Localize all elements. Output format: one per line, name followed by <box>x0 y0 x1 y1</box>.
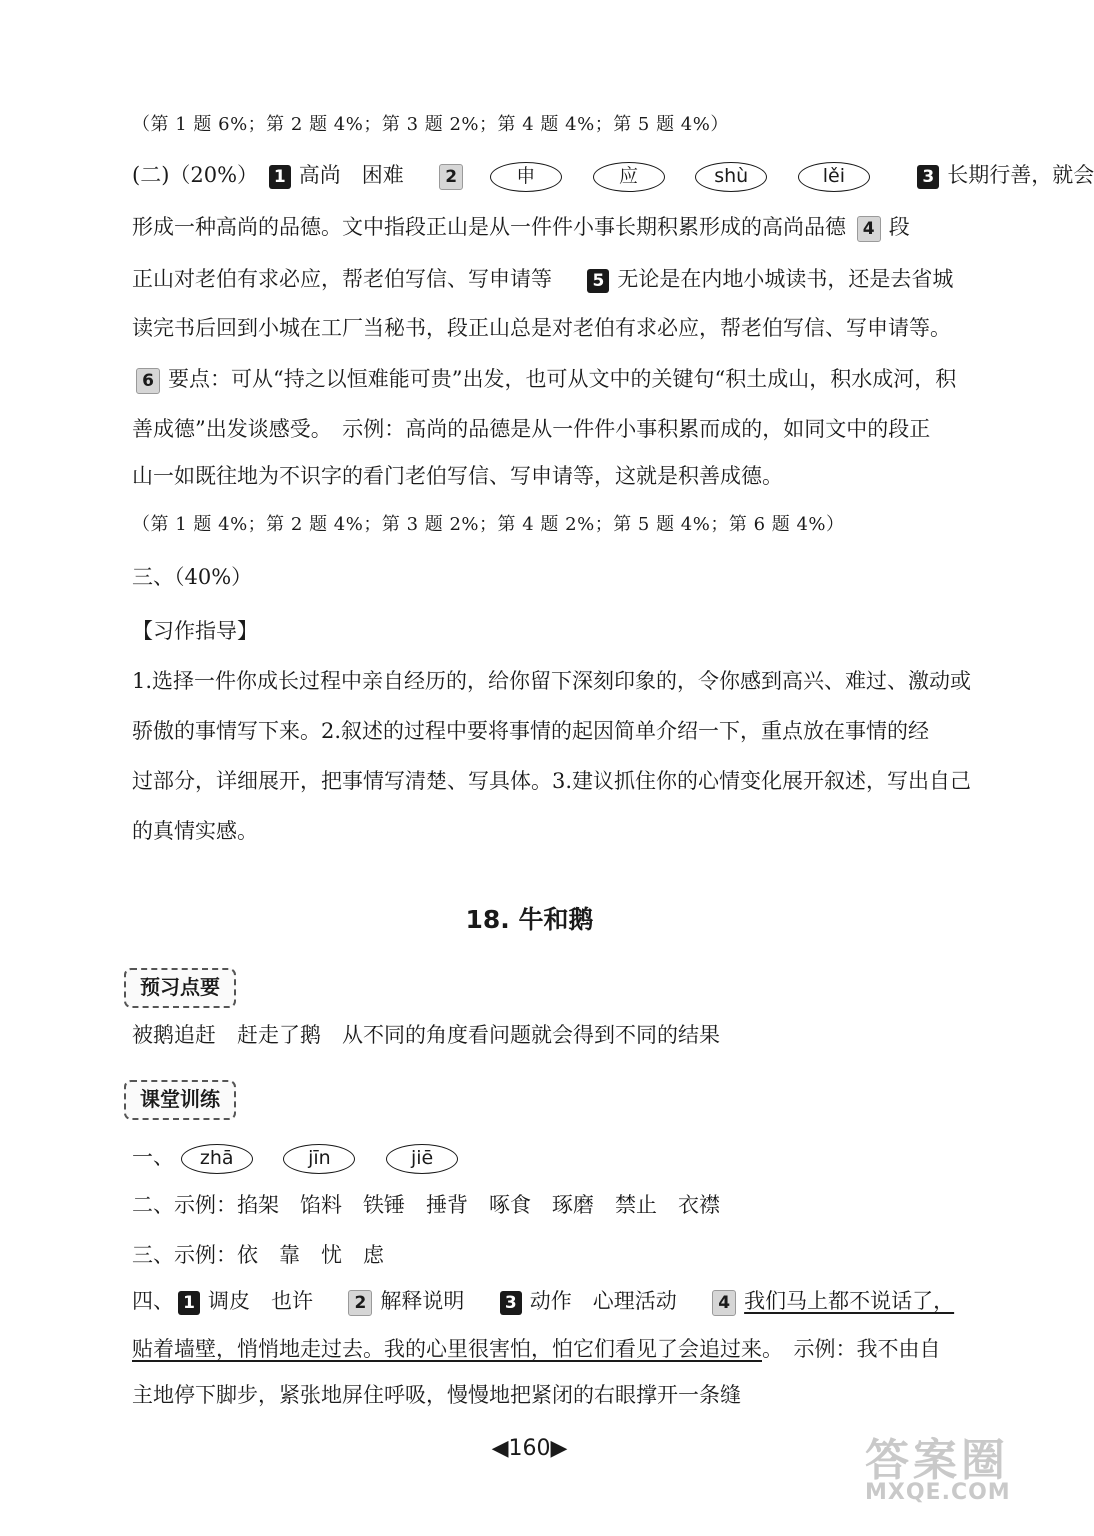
guide-line: 过部分，详细展开，把事情写清楚、写具体。3.建议抓住你的心情变化展开叙述，写出自己 <box>132 769 972 793</box>
item4-q2-answer: 解释说明 <box>380 1289 465 1313</box>
preview-section-label: 预习点要 <box>124 968 236 1008</box>
guide-title: 【习作指导】 <box>132 619 258 643</box>
item4-q1-answer: 调皮 也许 <box>208 1289 313 1313</box>
guide-line: 骄傲的事情写下来。2.叙述的过程中要将事情的起因简单介绍一下，重点放在事情的经 <box>132 719 930 743</box>
item3-line: 三、示例：依 靠 忧 虑 <box>132 1243 384 1267</box>
page-number: ◀160▶ <box>491 1436 568 1461</box>
item4-q3-badge: 3 <box>500 1291 522 1315</box>
item4-q4-underlined-text: 我们马上都不说话了， <box>744 1289 955 1313</box>
q3-number-badge: 3 <box>917 165 939 189</box>
part2-header: (二)（20%） <box>132 163 259 187</box>
item1-pinyin-oval: jiē <box>386 1144 458 1174</box>
part2-line-7: 山一如既往地为不识字的看门老伯写信、写申请等，这就是积善成德。 <box>132 464 783 488</box>
item1-pinyin-oval: jīn <box>283 1144 355 1174</box>
item4-example-start: 。 示例：我不由自 <box>762 1337 941 1361</box>
item4-line-3: 主地停下脚步，紧张地屏住呼吸，慢慢地把紧闭的右眼撑开一条缝 <box>132 1383 741 1407</box>
q2-answer-oval: shù <box>695 162 767 192</box>
item1-label: 一、 <box>132 1145 174 1169</box>
class-practice-label: 课堂训练 <box>124 1080 236 1120</box>
q3-answer-continued: 形成一种高尚的品德。文中指段正山是从一件件小事长期积累形成的高尚品德 <box>132 215 846 239</box>
guide-line: 的真情实感。 <box>132 819 258 843</box>
item4-underlined-text: 贴着墙壁，悄悄地走过去。我的心里很害怕，怕它们看见了会追过来 <box>132 1337 762 1361</box>
q4-answer-continued: 正山对老伯有求必应，帮老伯写信、写申请等 <box>132 267 552 291</box>
q2-number-badge: 2 <box>439 164 463 190</box>
watermark-logo-text: 答案圈 <box>865 1435 1009 1486</box>
preview-text: 被鹅追赶 赶走了鹅 从不同的角度看问题就会得到不同的结果 <box>132 1023 720 1047</box>
q2-answer-oval: 应 <box>593 162 665 192</box>
part2-line-3 <box>132 264 999 294</box>
item1-line <box>132 1142 999 1174</box>
part2-line-2 <box>132 212 999 242</box>
item4-label: 四、 <box>132 1289 174 1313</box>
guide-line: 1.选择一件你成长过程中亲自经历的，给你留下深刻印象的，令你感到高兴、难过、激动或 <box>132 669 972 693</box>
item1-pinyin-oval: zhā <box>181 1144 253 1174</box>
part2-line-1 <box>132 160 1094 192</box>
q2-answer-oval: 申 <box>490 162 562 192</box>
q5-answer: 无论是在内地小城读书，还是去省城 <box>617 267 954 291</box>
site-watermark <box>815 1424 1035 1514</box>
part3-header: 三、（40%） <box>132 565 253 589</box>
lesson-title: 18. 牛和鹅 <box>465 905 594 934</box>
part2-line-4: 读完书后回到小城在工厂当秘书，段正山总是对老伯有求必应，帮老伯写信、写申请等。 <box>132 316 951 340</box>
q4-answer: 段 <box>888 215 910 239</box>
item4-q4-badge: 4 <box>712 1290 736 1316</box>
q2-answer-oval: lěi <box>798 162 870 192</box>
q4-number-badge: 4 <box>857 216 881 242</box>
part2-line-6: 善成德”出发谈感受。 示例：高尚的品德是从一件件小事积累而成的，如同文中的段正 <box>132 417 931 441</box>
item4-line-2 <box>132 1334 999 1364</box>
item4-q2-badge: 2 <box>348 1290 372 1316</box>
watermark-url: MXQE.COM <box>865 1480 1011 1505</box>
score-line: （第 1 题 4%；第 2 题 4%；第 3 题 2%；第 4 题 2%；第 5 题 4%；第 6 题 4%） <box>132 514 845 535</box>
item4-line-1 <box>132 1286 999 1316</box>
q3-answer: 长期行善，就会 <box>947 163 1094 187</box>
item2-line: 二、示例：掐架 馅料 铁锤 捶背 啄食 琢磨 禁止 衣襟 <box>132 1193 720 1217</box>
q1-number-badge: 1 <box>269 165 291 189</box>
q6-answer: 要点：可从“持之以恒难能可贵”出发，也可从文中的关键句“积土成山，积水成河，积 <box>168 367 957 391</box>
score-line-top: （第 1 题 6%；第 2 题 4%；第 3 题 2%；第 4 题 4%；第 5 题 4%） <box>132 114 729 135</box>
item4-q1-badge: 1 <box>178 1291 200 1315</box>
part2-line-5 <box>132 364 999 394</box>
q5-number-badge: 5 <box>587 269 609 293</box>
q1-answer: 高尚 困难 <box>298 163 404 187</box>
q6-number-badge: 6 <box>136 368 160 394</box>
item4-q3-answer: 动作 心理活动 <box>529 1289 677 1313</box>
